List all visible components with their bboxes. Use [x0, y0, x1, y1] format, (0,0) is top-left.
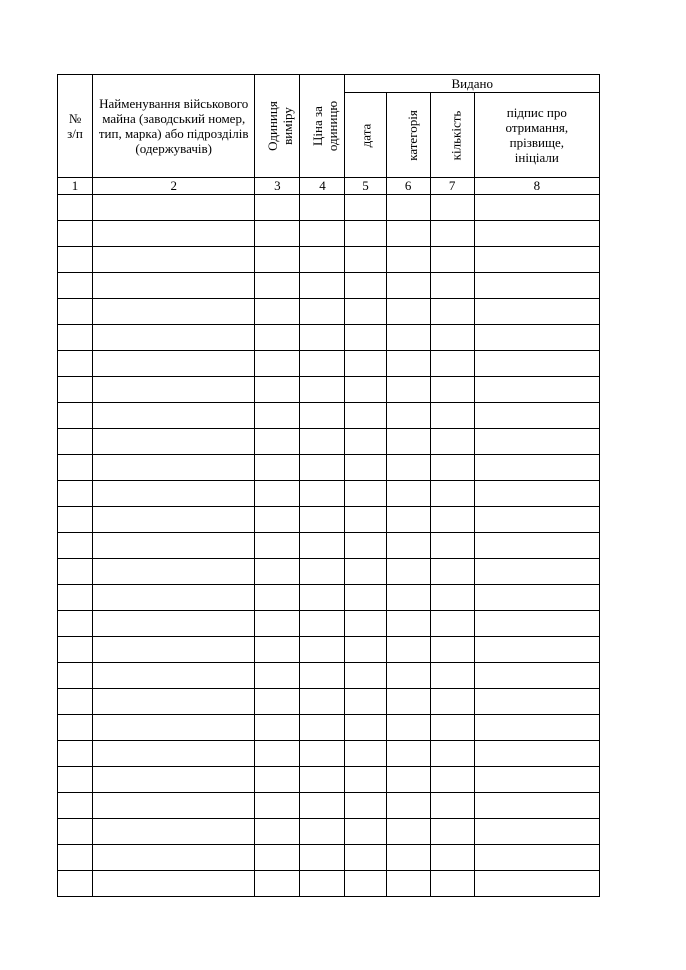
header-quantity-label: кількість	[447, 110, 463, 160]
table-cell[interactable]	[474, 507, 599, 533]
table-cell[interactable]	[300, 793, 345, 819]
table-cell[interactable]	[300, 221, 345, 247]
table-cell[interactable]	[386, 507, 430, 533]
table-cell[interactable]	[255, 481, 300, 507]
table-cell[interactable]	[93, 221, 255, 247]
table-cell[interactable]	[474, 221, 599, 247]
table-cell[interactable]	[300, 325, 345, 351]
table-cell[interactable]	[345, 585, 386, 611]
header-unit	[255, 75, 300, 178]
table-cell[interactable]	[300, 819, 345, 845]
table-cell[interactable]	[430, 325, 474, 351]
table-row	[58, 819, 600, 845]
table-cell[interactable]	[255, 429, 300, 455]
table-cell[interactable]	[345, 377, 386, 403]
table-cell[interactable]	[474, 845, 599, 871]
header-item-name	[93, 75, 255, 178]
table-cell[interactable]	[345, 715, 386, 741]
table-cell[interactable]	[255, 351, 300, 377]
table-cell[interactable]	[255, 741, 300, 767]
table-cell[interactable]	[386, 221, 430, 247]
table-cell[interactable]	[386, 819, 430, 845]
table-cell[interactable]	[93, 351, 255, 377]
table-cell[interactable]	[58, 507, 93, 533]
table-cell[interactable]	[300, 715, 345, 741]
table-cell[interactable]	[58, 741, 93, 767]
table-cell[interactable]	[58, 871, 93, 897]
table-cell[interactable]	[58, 403, 93, 429]
table-cell[interactable]	[58, 273, 93, 299]
table-cell[interactable]	[255, 663, 300, 689]
table-cell[interactable]	[430, 377, 474, 403]
table-cell[interactable]	[255, 325, 300, 351]
table-row	[58, 195, 600, 221]
header-quantity	[430, 93, 474, 178]
table-cell[interactable]	[255, 689, 300, 715]
header-issued-group	[345, 75, 600, 93]
table-cell[interactable]	[386, 689, 430, 715]
table-cell[interactable]	[255, 533, 300, 559]
table-cell[interactable]	[93, 429, 255, 455]
ledger-table	[57, 74, 600, 897]
table-cell[interactable]	[300, 741, 345, 767]
table-cell[interactable]	[58, 689, 93, 715]
column-number: 3	[255, 178, 300, 195]
table-cell[interactable]	[300, 845, 345, 871]
header-unit-line2: виміру	[280, 107, 296, 145]
table-cell[interactable]	[255, 767, 300, 793]
table-cell[interactable]	[386, 403, 430, 429]
table-cell[interactable]	[386, 741, 430, 767]
header-unit-label	[265, 101, 295, 151]
header-price-label	[311, 101, 341, 151]
table-cell[interactable]	[255, 871, 300, 897]
table-row	[58, 611, 600, 637]
table-row	[58, 715, 600, 741]
table-cell[interactable]	[255, 403, 300, 429]
table-cell[interactable]	[386, 273, 430, 299]
table-cell[interactable]	[93, 403, 255, 429]
table-cell[interactable]	[93, 793, 255, 819]
table-cell[interactable]	[386, 767, 430, 793]
header-price	[300, 75, 345, 178]
table-cell[interactable]	[58, 325, 93, 351]
table-cell[interactable]	[345, 689, 386, 715]
table-cell[interactable]	[430, 689, 474, 715]
table-cell[interactable]	[58, 611, 93, 637]
table-cell[interactable]	[255, 507, 300, 533]
table-cell[interactable]	[345, 611, 386, 637]
table-cell[interactable]	[430, 767, 474, 793]
table-cell[interactable]	[300, 403, 345, 429]
table-cell[interactable]	[474, 559, 599, 585]
table-cell[interactable]	[300, 533, 345, 559]
table-cell[interactable]	[430, 845, 474, 871]
table-cell[interactable]	[474, 767, 599, 793]
table-cell[interactable]	[345, 273, 386, 299]
table-cell[interactable]	[430, 611, 474, 637]
table-cell[interactable]	[300, 377, 345, 403]
ledger-sheet	[57, 74, 600, 897]
column-number: 6	[386, 178, 430, 195]
table-row	[58, 507, 600, 533]
table-cell[interactable]	[474, 403, 599, 429]
table-cell[interactable]	[345, 819, 386, 845]
table-cell[interactable]	[58, 195, 93, 221]
table-cell[interactable]	[93, 195, 255, 221]
header-category-label: категорія	[404, 109, 420, 161]
header-item-name-label: Найменування військового майна (заводський номер, тип, марка) або підрозділів (одержувачів)	[98, 96, 249, 156]
table-cell[interactable]	[300, 689, 345, 715]
table-cell[interactable]	[386, 845, 430, 871]
table-cell[interactable]	[345, 533, 386, 559]
table-cell[interactable]	[255, 637, 300, 663]
table-cell[interactable]	[300, 195, 345, 221]
table-row	[58, 585, 600, 611]
table-cell[interactable]	[300, 481, 345, 507]
table-cell[interactable]	[255, 221, 300, 247]
table-cell[interactable]	[386, 351, 430, 377]
table-cell[interactable]	[430, 247, 474, 273]
table-cell[interactable]	[300, 299, 345, 325]
table-cell[interactable]	[386, 481, 430, 507]
table-cell[interactable]	[430, 793, 474, 819]
table-cell[interactable]	[474, 611, 599, 637]
table-cell[interactable]	[300, 767, 345, 793]
table-cell[interactable]	[93, 585, 255, 611]
table-cell[interactable]	[93, 377, 255, 403]
header-price-line1: Ціна за	[310, 106, 326, 146]
header-date	[345, 93, 386, 178]
table-row	[58, 559, 600, 585]
table-cell[interactable]	[474, 871, 599, 897]
table-cell[interactable]	[300, 455, 345, 481]
table-cell[interactable]	[474, 247, 599, 273]
table-cell[interactable]	[386, 377, 430, 403]
table-cell[interactable]	[474, 481, 599, 507]
table-row	[58, 429, 600, 455]
table-cell[interactable]	[345, 351, 386, 377]
table-cell[interactable]	[474, 793, 599, 819]
table-cell[interactable]	[58, 481, 93, 507]
header-unit-line1: Одиниця	[265, 101, 281, 151]
table-row	[58, 455, 600, 481]
table-cell[interactable]	[58, 299, 93, 325]
table-cell[interactable]	[474, 689, 599, 715]
table-cell[interactable]	[430, 741, 474, 767]
table-cell[interactable]	[430, 481, 474, 507]
table-cell[interactable]	[474, 637, 599, 663]
table-cell[interactable]	[255, 299, 300, 325]
table-cell[interactable]	[430, 299, 474, 325]
table-cell[interactable]	[93, 481, 255, 507]
table-cell[interactable]	[474, 429, 599, 455]
table-cell[interactable]	[386, 663, 430, 689]
table-cell[interactable]	[430, 429, 474, 455]
table-row	[58, 871, 600, 897]
table-cell[interactable]	[345, 455, 386, 481]
table-cell[interactable]	[430, 715, 474, 741]
table-cell[interactable]	[300, 247, 345, 273]
table-cell[interactable]	[386, 637, 430, 663]
table-cell[interactable]	[58, 559, 93, 585]
table-cell[interactable]	[430, 195, 474, 221]
table-cell[interactable]	[255, 195, 300, 221]
table-cell[interactable]	[58, 429, 93, 455]
table-row	[58, 637, 600, 663]
table-cell[interactable]	[58, 377, 93, 403]
column-number: 8	[474, 178, 599, 195]
table-row	[58, 741, 600, 767]
header-number	[58, 75, 93, 178]
table-row	[58, 845, 600, 871]
table-row	[58, 351, 600, 377]
table-cell[interactable]	[93, 273, 255, 299]
column-number: 7	[430, 178, 474, 195]
table-cell[interactable]	[255, 715, 300, 741]
table-cell[interactable]	[345, 637, 386, 663]
table-cell[interactable]	[386, 455, 430, 481]
table-cell[interactable]	[386, 533, 430, 559]
column-number: 5	[345, 178, 386, 195]
table-cell[interactable]	[345, 221, 386, 247]
table-cell[interactable]	[255, 377, 300, 403]
table-cell[interactable]	[430, 533, 474, 559]
table-cell[interactable]	[345, 299, 386, 325]
table-cell[interactable]	[474, 663, 599, 689]
table-cell[interactable]	[93, 299, 255, 325]
table-cell[interactable]	[58, 715, 93, 741]
table-row	[58, 403, 600, 429]
table-cell[interactable]	[300, 429, 345, 455]
table-cell[interactable]	[474, 377, 599, 403]
table-cell[interactable]	[93, 845, 255, 871]
table-row	[58, 767, 600, 793]
table-cell[interactable]	[58, 351, 93, 377]
table-cell[interactable]	[474, 741, 599, 767]
column-number: 4	[300, 178, 345, 195]
table-cell[interactable]	[93, 819, 255, 845]
header-signature	[474, 93, 599, 178]
table-row	[58, 689, 600, 715]
table-cell[interactable]	[386, 429, 430, 455]
table-cell[interactable]	[345, 325, 386, 351]
table-row	[58, 533, 600, 559]
table-cell[interactable]	[474, 325, 599, 351]
table-cell[interactable]	[430, 637, 474, 663]
table-row	[58, 273, 600, 299]
table-cell[interactable]	[300, 637, 345, 663]
header-signature-label: підпис про отримання, прізвище, ініціали	[505, 105, 569, 165]
table-cell[interactable]	[58, 663, 93, 689]
table-cell[interactable]	[386, 793, 430, 819]
header-category	[386, 93, 430, 178]
table-cell[interactable]	[93, 637, 255, 663]
table-cell[interactable]	[345, 481, 386, 507]
table-cell[interactable]	[345, 845, 386, 871]
header-date-label: дата	[358, 123, 374, 147]
table-cell[interactable]	[430, 819, 474, 845]
table-cell[interactable]	[255, 559, 300, 585]
column-number-row	[58, 178, 600, 195]
table-cell[interactable]	[93, 689, 255, 715]
table-cell[interactable]	[386, 715, 430, 741]
table-cell[interactable]	[255, 793, 300, 819]
table-row	[58, 793, 600, 819]
table-cell[interactable]	[386, 299, 430, 325]
header-price-line2: одиницю	[325, 100, 341, 152]
table-cell[interactable]	[255, 819, 300, 845]
table-cell[interactable]	[430, 507, 474, 533]
table-row	[58, 481, 600, 507]
table-cell[interactable]	[474, 273, 599, 299]
table-cell[interactable]	[300, 611, 345, 637]
table-cell[interactable]	[58, 221, 93, 247]
header-issued-label: Видано	[451, 76, 493, 91]
table-cell[interactable]	[300, 871, 345, 897]
table-row	[58, 299, 600, 325]
table-cell[interactable]	[255, 611, 300, 637]
table-cell[interactable]	[474, 585, 599, 611]
table-row	[58, 221, 600, 247]
table-cell[interactable]	[430, 585, 474, 611]
table-cell[interactable]	[386, 325, 430, 351]
table-cell[interactable]	[93, 715, 255, 741]
table-row	[58, 247, 600, 273]
table-cell[interactable]	[430, 221, 474, 247]
table-cell[interactable]	[430, 273, 474, 299]
table-cell[interactable]	[474, 819, 599, 845]
table-cell[interactable]	[474, 455, 599, 481]
table-cell[interactable]	[93, 663, 255, 689]
column-number: 2	[93, 178, 255, 195]
table-cell[interactable]	[430, 455, 474, 481]
table-cell[interactable]	[430, 871, 474, 897]
table-row	[58, 325, 600, 351]
table-cell[interactable]	[345, 247, 386, 273]
table-cell[interactable]	[93, 767, 255, 793]
table-cell[interactable]	[345, 663, 386, 689]
table-cell[interactable]	[474, 195, 599, 221]
table-cell[interactable]	[255, 455, 300, 481]
table-cell[interactable]	[93, 871, 255, 897]
table-row	[58, 377, 600, 403]
table-cell[interactable]	[93, 325, 255, 351]
table-cell[interactable]	[386, 559, 430, 585]
table-cell[interactable]	[386, 195, 430, 221]
table-cell[interactable]	[430, 663, 474, 689]
table-cell[interactable]	[58, 455, 93, 481]
table-cell[interactable]	[58, 247, 93, 273]
table-cell[interactable]	[345, 429, 386, 455]
table-cell[interactable]	[386, 871, 430, 897]
table-cell[interactable]	[93, 455, 255, 481]
table-row	[58, 663, 600, 689]
table-cell[interactable]	[474, 533, 599, 559]
table-cell[interactable]	[93, 611, 255, 637]
table-cell[interactable]	[93, 741, 255, 767]
table-cell[interactable]	[345, 793, 386, 819]
table-cell[interactable]	[300, 559, 345, 585]
table-cell[interactable]	[58, 637, 93, 663]
table-cell[interactable]	[474, 715, 599, 741]
table-cell[interactable]	[255, 247, 300, 273]
table-cell[interactable]	[345, 507, 386, 533]
table-cell[interactable]	[93, 247, 255, 273]
table-cell[interactable]	[386, 611, 430, 637]
table-cell[interactable]	[255, 845, 300, 871]
table-cell[interactable]	[345, 741, 386, 767]
table-cell[interactable]	[255, 273, 300, 299]
table-cell[interactable]	[474, 299, 599, 325]
table-cell[interactable]	[386, 585, 430, 611]
table-cell[interactable]	[474, 351, 599, 377]
table-cell[interactable]	[430, 403, 474, 429]
table-cell[interactable]	[58, 533, 93, 559]
table-cell[interactable]	[93, 507, 255, 533]
table-cell[interactable]	[430, 351, 474, 377]
table-cell[interactable]	[255, 585, 300, 611]
table-cell[interactable]	[345, 559, 386, 585]
table-cell[interactable]	[58, 845, 93, 871]
table-cell[interactable]	[300, 663, 345, 689]
table-cell[interactable]	[58, 793, 93, 819]
table-cell[interactable]	[345, 195, 386, 221]
table-cell[interactable]	[300, 351, 345, 377]
table-cell[interactable]	[430, 559, 474, 585]
table-cell[interactable]	[345, 767, 386, 793]
table-cell[interactable]	[58, 819, 93, 845]
table-cell[interactable]	[58, 585, 93, 611]
table-cell[interactable]	[386, 247, 430, 273]
table-cell[interactable]	[345, 871, 386, 897]
table-cell[interactable]	[300, 273, 345, 299]
column-number: 1	[58, 178, 93, 195]
table-cell[interactable]	[345, 403, 386, 429]
table-cell[interactable]	[300, 585, 345, 611]
table-cell[interactable]	[93, 559, 255, 585]
table-cell[interactable]	[58, 767, 93, 793]
header-number-label: № з/п	[67, 111, 83, 141]
table-cell[interactable]	[93, 533, 255, 559]
table-cell[interactable]	[300, 507, 345, 533]
